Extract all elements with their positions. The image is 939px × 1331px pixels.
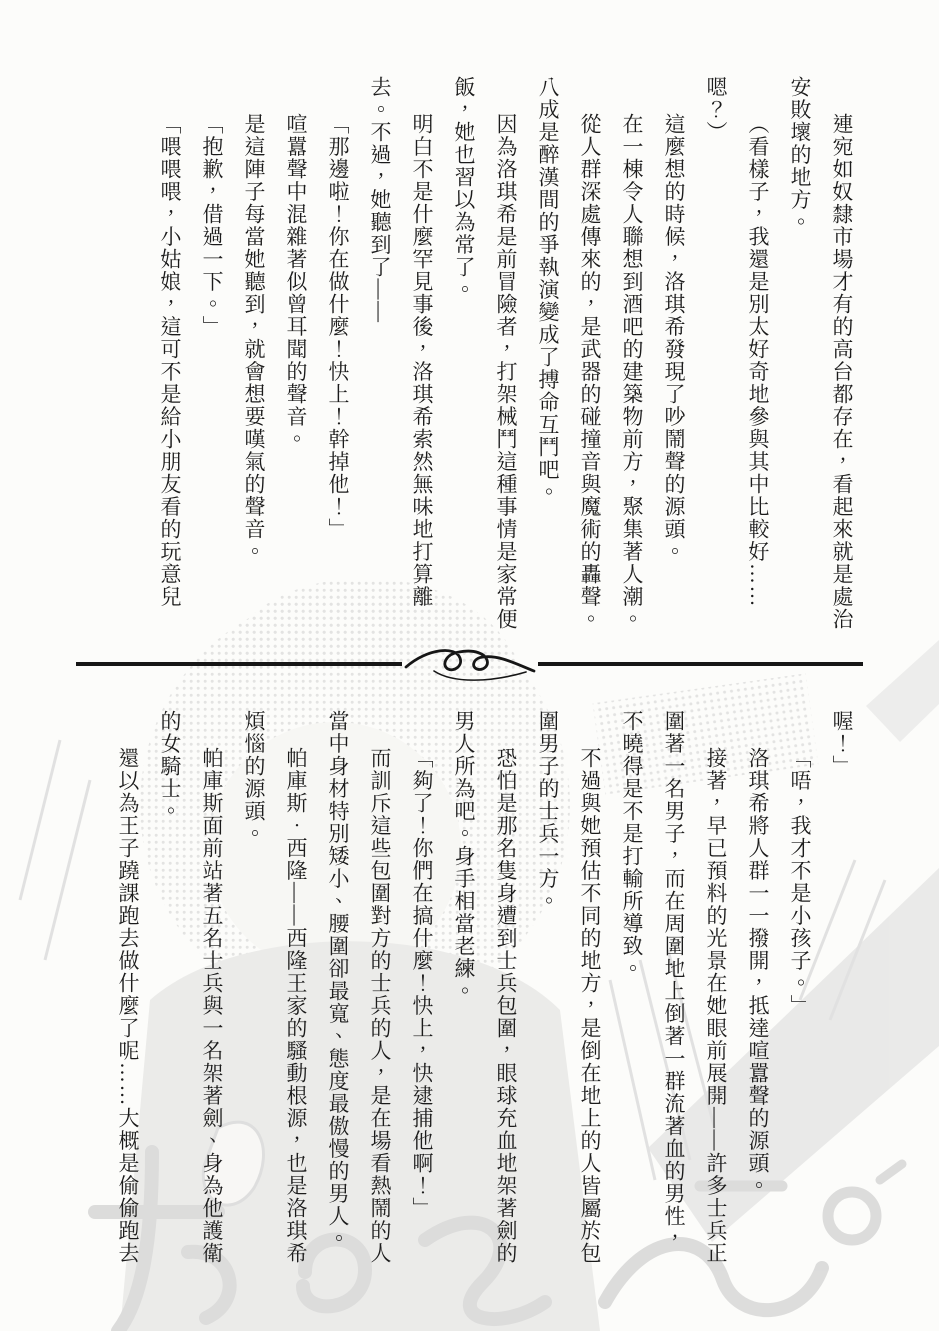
paragraph: 從人群深處傳來的，是武器的碰撞音與魔術的轟聲。: [578, 113, 602, 631]
watermark-band: [866, 640, 939, 742]
text-section-lower: [107, 710, 863, 1268]
paragraph: 因為洛琪希是前冒險者，打架械鬥這種事情是家常便飯，她也習以為常了。: [452, 76, 518, 631]
paragraph: 明白不是什麼罕見事後，洛琪希索然無味地打算離去。不過，她聽到了——: [368, 76, 434, 608]
paragraph: 喔！」: [830, 710, 854, 778]
paragraph: 接著，早已預料的光景在她眼前展開——許多士兵正圍著一名男子，而在周圍地上倒著一群流著血的男性，不曉得是不是打輸所導致。: [620, 710, 728, 1265]
paragraph: 「抱歉，借過一下。」: [200, 113, 224, 338]
paragraph: 連宛如奴隸市場才有的高台都存在，看起來就是處治安敗壞的地方。: [788, 76, 854, 631]
text-section-upper: [149, 76, 863, 632]
paragraph: （看樣子，我還是別太好奇地參與其中比較好……嗯？）: [704, 76, 770, 608]
paragraph: 洛琪希將人群一一撥開，抵達喧囂聲的源頭。: [746, 747, 770, 1197]
paragraph: 「那邊啦！你在做什麼！快上！幹掉他！」: [326, 113, 350, 541]
divider-line-right: [538, 662, 864, 666]
paragraph: 「夠了！你們在搞什麼！快上，快逮捕他啊！」: [410, 747, 434, 1220]
paragraph: 帕庫斯面前站著五名士兵與一名架著劍、身為他護衛的女騎士。: [158, 710, 224, 1265]
section-divider: [76, 644, 863, 684]
paragraph: 而訓斥這些包圍對方的士兵的人，是在場看熱鬧的人當中身材特別矮小、腰圍卻最寬、態度最傲慢的男人。: [326, 710, 392, 1265]
paragraph: 喧囂聲中混雜著似曾耳聞的聲音。: [284, 113, 308, 451]
paragraph: 帕庫斯．西隆——西隆王家的騷動根源，也是洛琪希煩惱的源頭。: [242, 710, 308, 1265]
paragraph: 「唔，我才不是小孩子。」: [788, 747, 812, 1017]
paragraph: 是這陣子每當她聽到，就會想要嘆氣的聲音。: [242, 113, 266, 563]
paragraph: 恐怕是那名隻身遭到士兵包圍，眼球充血地架著劍的男人所為吧。身手相當老練。: [452, 710, 518, 1265]
paragraph: 八成是醉漢間的爭執演變成了搏命互鬥吧。: [536, 76, 560, 504]
paragraph: 「喂喂喂，小姑娘，這可不是給小朋友看的玩意兒: [158, 113, 182, 608]
paragraph: 不過與她預估不同的地方，是倒在地上的人皆屬於包圍男子的士兵一方。: [536, 710, 602, 1265]
paragraph: 這麼想的時候，洛琪希發現了吵鬧聲的源頭。: [662, 113, 686, 563]
paragraph: 還以為王子蹺課跑去做什麼了呢……大概是偷偷跑去: [116, 747, 140, 1265]
divider-line-left: [76, 662, 402, 666]
paragraph: 在一棟令人聯想到酒吧的建築物前方，聚集著人潮。: [620, 113, 644, 631]
ornament-flourish-icon: [404, 644, 536, 684]
